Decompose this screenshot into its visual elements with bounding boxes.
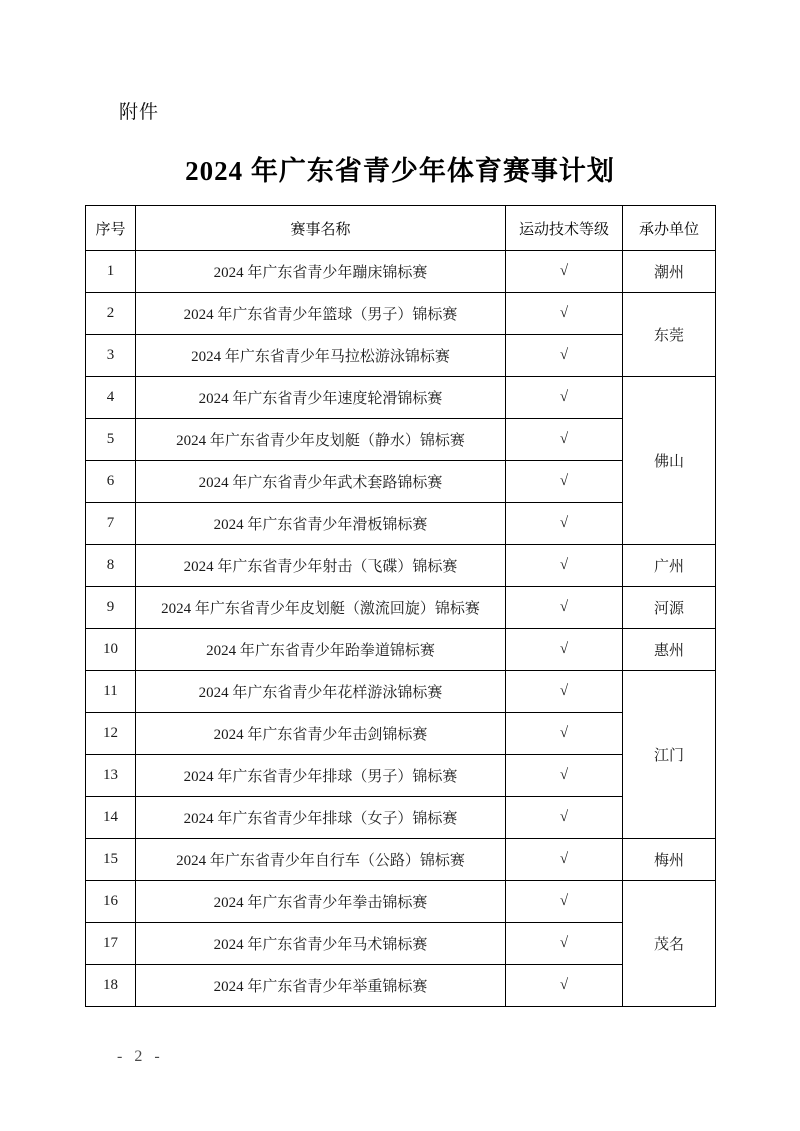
event-name-cell: 2024 年广东省青少年排球（男子）锦标赛 (136, 755, 506, 797)
row-number-cell: 2 (86, 293, 136, 335)
table-row (86, 671, 716, 713)
attachment-label: 附件 (119, 102, 160, 123)
host-city-cell: 河源 (623, 587, 716, 629)
event-name-cell: 2024 年广东省青少年武术套路锦标赛 (136, 461, 506, 503)
level-check-cell: √ (506, 419, 623, 461)
level-check-cell: √ (506, 923, 623, 965)
row-number-cell: 15 (86, 839, 136, 881)
table-row (86, 293, 716, 335)
row-number-cell: 3 (86, 335, 136, 377)
events-table-body (86, 251, 716, 1007)
level-check-cell: √ (506, 713, 623, 755)
row-number-cell: 17 (86, 923, 136, 965)
level-check-cell: √ (506, 461, 623, 503)
table-row (86, 419, 716, 461)
table-row (86, 629, 716, 671)
host-city-cell: 梅州 (623, 839, 716, 881)
row-number-cell: 13 (86, 755, 136, 797)
event-name-cell: 2024 年广东省青少年跆拳道锦标赛 (136, 629, 506, 671)
level-check-cell: √ (506, 965, 623, 1007)
level-check-cell: √ (506, 881, 623, 923)
event-name-cell: 2024 年广东省青少年蹦床锦标赛 (136, 251, 506, 293)
document-title: 2024 年广东省青少年体育赛事计划 (185, 156, 615, 186)
level-check-cell: √ (506, 755, 623, 797)
table-row (86, 965, 716, 1007)
row-number-cell: 4 (86, 377, 136, 419)
level-check-cell: √ (506, 545, 623, 587)
event-name-cell: 2024 年广东省青少年举重锦标赛 (136, 965, 506, 1007)
host-city-cell: 广州 (623, 545, 716, 587)
table-row (86, 587, 716, 629)
row-number-cell: 6 (86, 461, 136, 503)
row-number-cell: 12 (86, 713, 136, 755)
level-check-cell: √ (506, 629, 623, 671)
header-cell-number: 序号 (86, 206, 136, 251)
table-header-row (86, 206, 716, 251)
table-row (86, 461, 716, 503)
level-check-cell: √ (506, 839, 623, 881)
level-check-cell: √ (506, 587, 623, 629)
level-check-cell: √ (506, 377, 623, 419)
event-name-cell: 2024 年广东省青少年排球（女子）锦标赛 (136, 797, 506, 839)
row-number-cell: 18 (86, 965, 136, 1007)
event-name-cell: 2024 年广东省青少年花样游泳锦标赛 (136, 671, 506, 713)
level-check-cell: √ (506, 671, 623, 713)
row-number-cell: 14 (86, 797, 136, 839)
table-row (86, 545, 716, 587)
host-city-cell: 惠州 (623, 629, 716, 671)
page-number: - 2 - (117, 1048, 164, 1065)
host-city-cell: 江门 (623, 671, 716, 839)
table-row (86, 251, 716, 293)
event-name-cell: 2024 年广东省青少年自行车（公路）锦标赛 (136, 839, 506, 881)
event-name-cell: 2024 年广东省青少年皮划艇（激流回旋）锦标赛 (136, 587, 506, 629)
table-row (86, 881, 716, 923)
host-city-cell: 潮州 (623, 251, 716, 293)
header-cell-host: 承办单位 (623, 206, 716, 251)
row-number-cell: 5 (86, 419, 136, 461)
table-row (86, 839, 716, 881)
row-number-cell: 16 (86, 881, 136, 923)
table-row (86, 377, 716, 419)
table-row (86, 503, 716, 545)
event-name-cell: 2024 年广东省青少年皮划艇（静水）锦标赛 (136, 419, 506, 461)
event-name-cell: 2024 年广东省青少年速度轮滑锦标赛 (136, 377, 506, 419)
row-number-cell: 11 (86, 671, 136, 713)
table-row (86, 713, 716, 755)
row-number-cell: 9 (86, 587, 136, 629)
header-cell-level: 运动技术等级 (506, 206, 623, 251)
header-cell-event-name: 赛事名称 (136, 206, 506, 251)
host-city-cell: 佛山 (623, 377, 716, 545)
level-check-cell: √ (506, 293, 623, 335)
event-name-cell: 2024 年广东省青少年射击（飞碟）锦标赛 (136, 545, 506, 587)
event-name-cell: 2024 年广东省青少年马拉松游泳锦标赛 (136, 335, 506, 377)
table-row (86, 923, 716, 965)
host-city-cell: 东莞 (623, 293, 716, 377)
row-number-cell: 7 (86, 503, 136, 545)
host-city-cell: 茂名 (623, 881, 716, 1007)
row-number-cell: 10 (86, 629, 136, 671)
row-number-cell: 1 (86, 251, 136, 293)
event-name-cell: 2024 年广东省青少年拳击锦标赛 (136, 881, 506, 923)
table-row (86, 797, 716, 839)
row-number-cell: 8 (86, 545, 136, 587)
event-name-cell: 2024 年广东省青少年滑板锦标赛 (136, 503, 506, 545)
event-name-cell: 2024 年广东省青少年篮球（男子）锦标赛 (136, 293, 506, 335)
table-row (86, 335, 716, 377)
level-check-cell: √ (506, 503, 623, 545)
table-row (86, 755, 716, 797)
events-table (85, 205, 716, 1007)
level-check-cell: √ (506, 251, 623, 293)
level-check-cell: √ (506, 797, 623, 839)
level-check-cell: √ (506, 335, 623, 377)
event-name-cell: 2024 年广东省青少年击剑锦标赛 (136, 713, 506, 755)
event-name-cell: 2024 年广东省青少年马术锦标赛 (136, 923, 506, 965)
